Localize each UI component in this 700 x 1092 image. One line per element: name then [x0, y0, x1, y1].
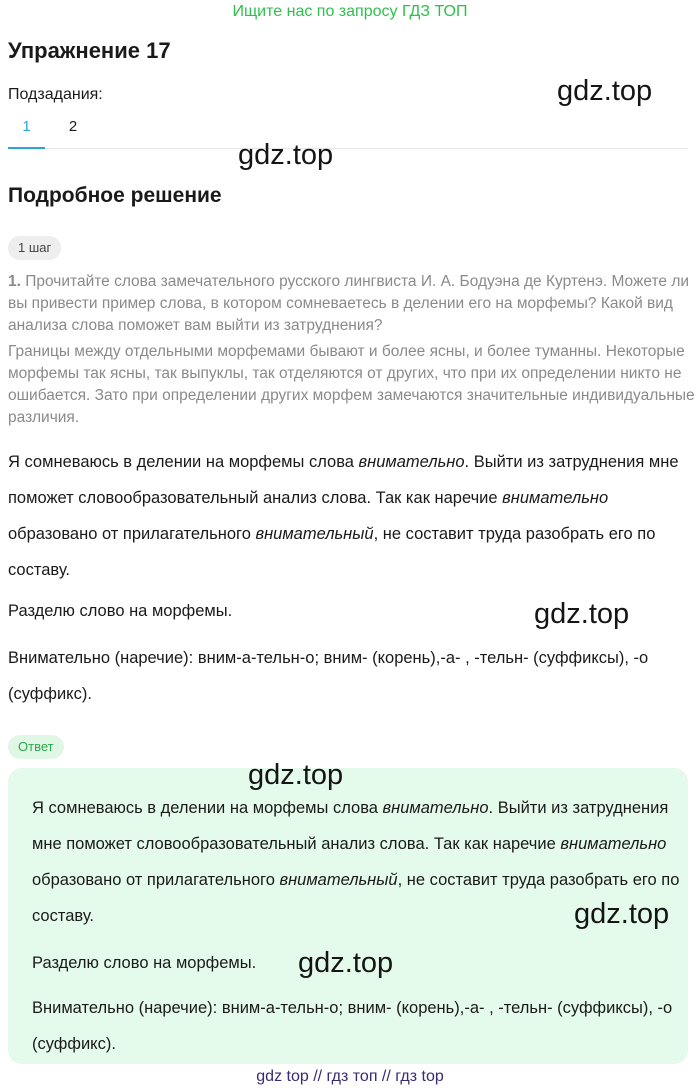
solution-text: образовано от прилагательного	[8, 525, 256, 543]
solution-emphasis: внимательный	[255, 525, 374, 543]
solution-paragraph-2: Разделю слово на морфемы.	[8, 602, 233, 620]
answer-text: . Выйти из затруднения мне поможет словообразовательный анализ слова. Так как наречие	[32, 799, 669, 853]
solution-paragraph-3: Внимательно (наречие): вним-а-тельн-о; вним- (корень),-а- , -тельн- (суффиксы), -о (суффикс).	[8, 649, 649, 703]
promo-banner[interactable]: Ищите нас по запросу ГДЗ ТОП	[232, 3, 468, 20]
watermark: gdz.top	[557, 75, 653, 107]
solution-emphasis: внимательно	[358, 453, 465, 471]
subtask-tabs	[8, 112, 688, 149]
task-number: 1.	[8, 273, 21, 290]
subtasks-label: Подзадания:	[8, 86, 103, 103]
watermark: gdz.top	[534, 598, 630, 630]
footer-links[interactable]: gdz top // гдз топ // гдз top	[256, 1068, 444, 1085]
answer-paragraph-2: Разделю слово на морфемы.	[32, 954, 257, 972]
task-question-text: Прочитайте слова замечательного русского лингвиста И. А. Бодуэна де Куртенэ. Можете ли вы привести пример слова, в котором сомневаетесь в делении его на морфемы? Какой вид анализа слова поможет вам выйти из затруднения?	[8, 273, 690, 334]
task-quote: Границы между отдельными морфемами бывают и более ясны, и более туманны. Некоторые морфемы так ясны, так выпуклы, так отделяются от других, что при их определении никто не ошибается. Зато при определении других морфем замечаются значительные индивидуальные различия.	[8, 343, 695, 426]
watermark: gdz.top	[238, 139, 334, 171]
task-text	[8, 271, 698, 433]
task-question	[8, 271, 698, 337]
answer-text: образовано от прилагательного	[32, 871, 280, 889]
tab-subtask-2[interactable]: 2	[68, 118, 78, 135]
exercise-title: Упражнение 17	[8, 38, 171, 63]
tab-subtask-1[interactable]: 1	[8, 117, 45, 149]
watermark: gdz.top	[298, 947, 394, 979]
answer-text: Я сомневаюсь в делении на морфемы слова	[32, 799, 383, 817]
watermark: gdz.top	[248, 759, 344, 791]
answer-badge: Ответ	[8, 735, 64, 759]
solution-paragraph-1	[8, 444, 698, 588]
answer-emphasis: внимательно	[560, 835, 667, 853]
step-badge: 1 шаг	[8, 236, 61, 260]
solution-text: , не составит труда разобрать его по составу.	[8, 525, 656, 579]
answer-paragraph-3: Внимательно (наречие): вним-а-тельн-о; вним- (корень),-а- , -тельн- (суффиксы), -о (суффикс).	[32, 999, 673, 1053]
section-title: Подробное решение	[8, 184, 222, 207]
solution-emphasis: внимательно	[502, 489, 609, 507]
solution-text: . Выйти из затруднения мне поможет словообразовательный анализ слова. Так как наречие	[8, 453, 679, 507]
answer-text: , не составит труда разобрать его по составу.	[32, 871, 680, 925]
answer-emphasis: внимательно	[382, 799, 489, 817]
watermark: gdz.top	[574, 898, 670, 930]
solution-text: Я сомневаюсь в делении на морфемы слова	[8, 453, 359, 471]
answer-emphasis: внимательный	[279, 871, 398, 889]
